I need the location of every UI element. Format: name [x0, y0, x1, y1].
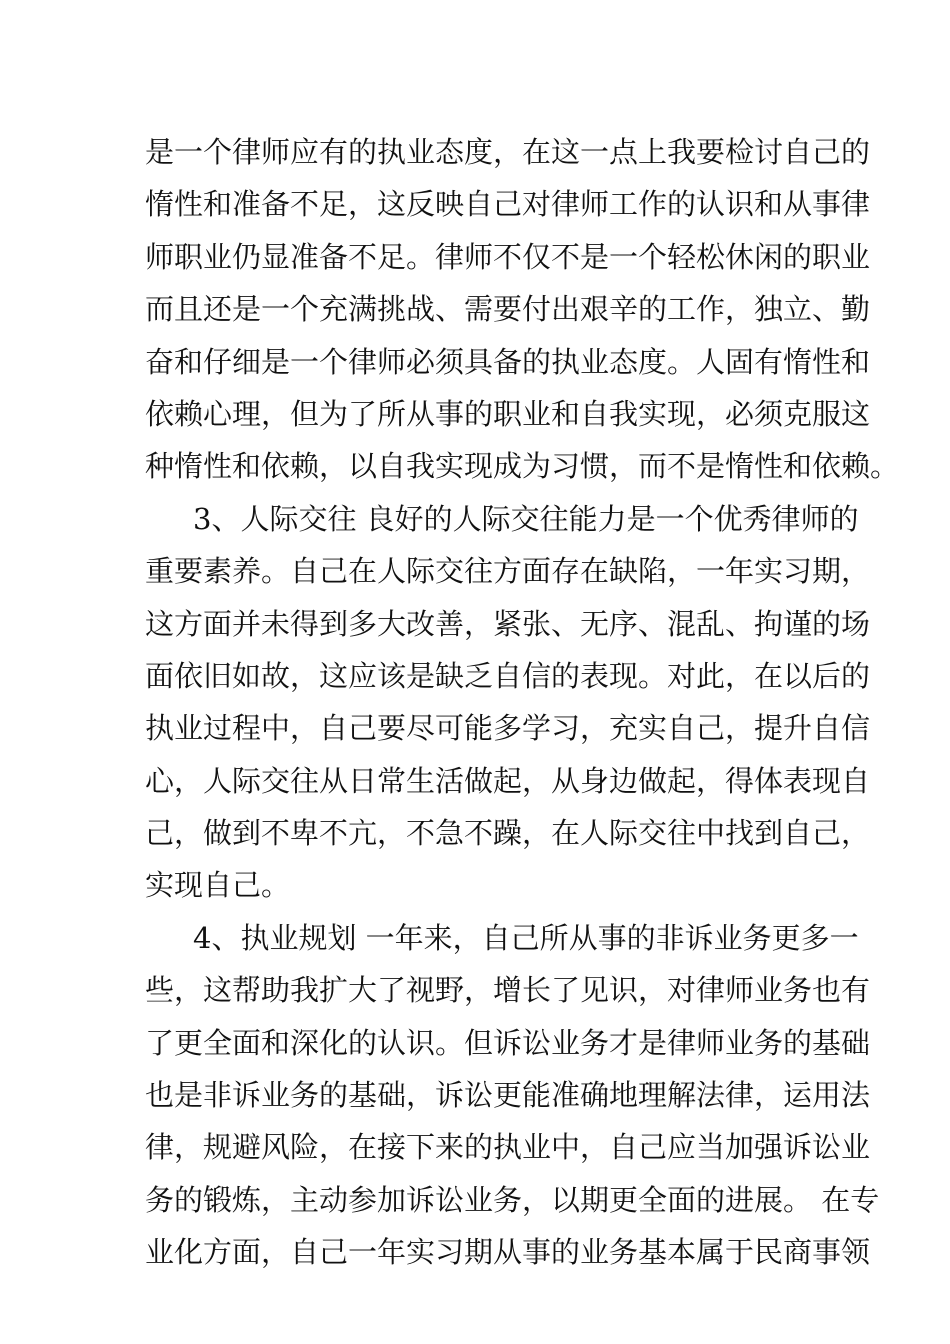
- text-line: 面依旧如故，这应该是缺乏自信的表现。对此，在以后的: [145, 658, 871, 693]
- body-text: [145, 126, 900, 1279]
- text-line: 业化方面，自己一年实习期从事的业务基本属于民商事领: [145, 1235, 871, 1270]
- text-line: 己，做到不卑不亢，不急不躁，在人际交往中找到自己，: [145, 816, 871, 851]
- text-line: 律，规避风险，在接下来的执业中，自己应当加强诉讼业: [145, 1130, 871, 1165]
- text-line: 重要素养。自己在人际交往方面存在缺陷，一年实习期，: [145, 554, 871, 589]
- text-line: 实现自己。: [145, 868, 291, 903]
- text-line: 心，人际交往从日常生活做起，从身边做起，得体表现自: [145, 763, 871, 798]
- text-line: 也是非诉业务的基础，诉讼更能准确地理解法律，运用法: [145, 1078, 871, 1113]
- text-line: 师职业仍显准备不足。律师不仅不是一个轻松休闲的职业: [145, 239, 871, 274]
- text-line: 这方面并未得到多大改善，紧张、无序、混乱、拘谨的场: [145, 606, 871, 641]
- section-heading-line: 4、执业规划 一年来，自己所从事的非诉业务更多一: [193, 920, 859, 955]
- section-heading-line: 3、人际交往 良好的人际交往能力是一个优秀律师的: [193, 501, 859, 536]
- text-line: 了更全面和深化的认识。但诉讼业务才是律师业务的基础: [145, 1025, 871, 1060]
- text-line: 执业过程中，自己要尽可能多学习，充实自己，提升自信: [145, 711, 871, 746]
- text-line: 种惰性和依赖，以自我实现成为习惯，而不是惰性和依赖。: [145, 449, 900, 484]
- text-line: 惰性和准备不足，这反映自己对律师工作的认识和从事律: [145, 187, 871, 222]
- text-line: 奋和仔细是一个律师必须具备的执业态度。人固有惰性和: [145, 344, 871, 379]
- text-line: 是一个律师应有的执业态度，在这一点上我要检讨自己的: [145, 135, 871, 169]
- text-line: 而且还是一个充满挑战、需要付出艰辛的工作，独立、勤: [145, 292, 871, 327]
- text-line: 依赖心理，但为了所从事的职业和自我实现，必须克服这: [145, 396, 871, 431]
- text-line: 务的锻炼，主动参加诉讼业务，以期更全面的进展。 在专: [145, 1182, 880, 1217]
- text-line: 些，这帮助我扩大了视野，增长了见识，对律师业务也有: [145, 973, 871, 1008]
